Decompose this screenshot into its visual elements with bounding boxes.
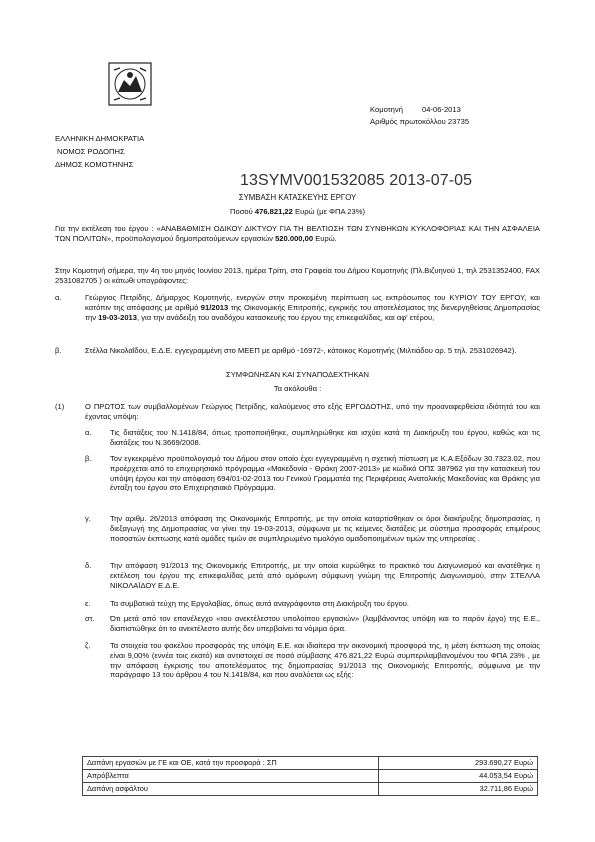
intro-text: Για την εκτέλεση του έργου : «ΑΝΑΒΑΘΜΙΣΗ ΟΔΙΚΟΥ ΔΙΚΤΥΟΥ ΓΙΑ ΤΗ ΒΕΛΤΙΩΣΗ ΤΩΝ ΣΥΝΘΗΚΩΝ ΚΥΚΛΟΦΟΡΙΑΣ ΚΑΙ ΤΗΝ ΑΣΦΑΛΕΙΑ ΤΩΝ ΠΟΛΙΤΩΝ», προϋπολογισμού δημοπρατούμενων εργασιών (55, 224, 540, 243)
intro-suffix: Ευρώ. (313, 233, 337, 243)
list-item-text: Τον εγκεκριμένο προϋπολογισμό του Δήμου στον οποίο έχει εγγεγραμμένη η σχετική πίστωση με Κ.Α.Εξόδων 30.7323.02, που προέρχεται από το επιχειρησιακό πρόγραμμα «Μακεδονία - Θράκη 2007-2013» με κωδικό ΟΠΣ 387962 για την κατασκευή του υπόψη έργου και την απόφαση 694/01-02-2013 του Γενικού Γραμματέα της Περιφέρειας Ανατολικής Μακεδονίας και Θράκης για ένταξη του έργου στο Επιχειρησιακό Πρόγραμμα. (110, 454, 540, 493)
list-marker: β. (85, 454, 92, 463)
party-item (55, 293, 540, 322)
cost-unit: Ευρώ (514, 784, 533, 794)
list-item (85, 561, 540, 590)
list-marker: β. (55, 346, 62, 355)
list-item-text: Την αριθμ. 26/2013 απόφαση της Οικονομικής Επιτροπής, με την οποία καταρτίσθηκαν οι όροι διακήρυξης δημοπρασίας, η διεξαγωγή της Δημοπρασίας να γίνει την 19-03-2013, σύμφωνα με τις κείμενες διατάξεις με σύστημα προσφοράς επιμέρους ποσοστών έκπτωσης κατά ομάδες τιμών σε συμπληρωμένο τιμολόγιο ομαδοποιημένων τιμών της υπηρεσίας . (110, 514, 540, 543)
list-marker: α. (85, 428, 92, 437)
coat-of-arms-emblem (108, 62, 152, 106)
cost-label: Απρόβλεπτα (83, 770, 379, 783)
cost-label: Δαπάνη ασφάλτου (83, 783, 379, 796)
issuer-line: ΝΟΜΟΣ ΡΟΔΟΠΗΣ (57, 147, 125, 156)
party-text: Στέλλα Νικολαΐδου, Ε.Δ.Ε. εγγεγραμμένη στο ΜΕΕΠ με αριθμό -16972-, κάτοικος Κομοτηνής (Μιλτιάδου αρ. 5 τηλ. 2531026942). (85, 346, 517, 355)
party-text: , για την ανάδειξη του αναδόχου κατασκευής του έργου της επικεφαλίδας, και αφ' ετέρου, (137, 312, 435, 322)
list-marker: γ. (85, 514, 91, 523)
clause-text: Ο ΠΡΩΤΟΣ των συμβαλλομένων Γεώργιος Πετρίδης, καλούμενος στο εξής ΕΡΓΟΔΟΤΗΣ, υπό την προαναφερθείσα ιδιότητά του και έχοντας υπόψη: (85, 402, 540, 421)
budget-amount: 520.000,00 (275, 233, 314, 243)
place-label: Κομοτηνή (370, 105, 403, 114)
document-meta (370, 104, 469, 128)
today-paragraph: Στην Κομοτηνή σήμερα, την 4η του μηνός Ιουνίου 2013, ημέρα Τρίτη, στα Γραφεία του Δήμου Κομοτηνής (Πλ.Βιζυηνού 1, τηλ 2531352400, FAX 2531082705 ) οι κάτωθι υπογράφοντες: (55, 266, 540, 285)
document-title: ΣΥΜΒΑΣΗ ΚΑΤΑΣΚΕΥΗΣ ΕΡΓΟΥ (238, 193, 357, 202)
amount-prefix: Ποσού (229, 207, 255, 216)
cost-unit: Ευρώ (514, 758, 533, 768)
cost-label: Δαπάνη εργασιών με ΓΕ και ΟΕ, κατά την προσφορά : ΣΠ (83, 757, 379, 770)
list-item-text: Τις διατάξεις του Ν.1418/84, όπως τροποποιήθηκε, συμπληρώθηκε και ισχύει κατά τη Διακήρυξη του έργου, καθώς και τις διατάξεις του Ν.3669/2008. (110, 428, 540, 447)
list-item-text: Ότι μετά από τον επανέλεγχο «του ανεκτέλεστου υπολοίπου εργασιών» (λαμβάνοντας υπόψη και το παρόν έργο) της Ε.Ε., διαπιστώθηκε ότι το ανεκτέλεστο αυτής δεν υπερβαίνει τα νόμιμα όρια. (110, 614, 540, 633)
list-item (85, 599, 540, 609)
party-text: Γεώργιος Πετρίδης, Δήμαρχος Κομοτηνής, ενεργών στην προκειμένη περίπτωση ως εκπρόσωπος του ΚΥΡΙΟΥ ΤΟΥ ΕΡΓΟΥ, και κατόπιν της απόφασης με αριθμό (85, 293, 540, 312)
contract-amount-line (0, 207, 595, 217)
issuer-line: ΕΛΛΗΝΙΚΗ ΔΗΜΟΚΡΑΤΙΑ (55, 134, 145, 143)
cost-value (379, 783, 538, 796)
cost-amount: 293.690,27 (474, 758, 512, 768)
following-label: Τα ακόλουθα : (273, 384, 322, 393)
decision-number: 91/2013 (200, 302, 229, 312)
list-item-text: Την απόφαση 91/2013 της Οικονομικής Επιτροπής, με την οποία κυρώθηκε το πρακτικό του Διαγωνισμού και ανατέθηκε η εκτέλεση του έργου της επικεφαλίδας μετά από ομόφωνη σύμφωνη γνώμη της Επιτροπής Διαγωνισμού, στην ΣΤΕΛΛΑ ΝΙΚΟΛΑΪΔΟΥ Ε.Δ.Ε. (110, 561, 540, 590)
intro-paragraph (55, 224, 540, 244)
issuer-line: ΔΗΜΟΣ ΚΟΜΟΤΗΝΗΣ (55, 160, 134, 169)
date-value: 04-06-2013 (422, 105, 461, 114)
party-text: της Οικονομικής Επιτροπής, εγκρικής του αποτελέσματος της διενεργηθείσας Δημοπρασίας την (85, 302, 540, 322)
cost-amount: 44.053,54 (479, 771, 512, 781)
table-row (83, 770, 538, 783)
list-item-text: Τα στοιχεία του φακέλου προσφοράς της υπόψη Ε.Ε. και ιδιαίτερα την οικονομική προσφορά της, η μέση έκπτωση της οποίας είναι 9,00% (εννέα τοις εκατό) και αντιστοιχεί σε ποσό σύμβασης 476.821,22 Ευρώ συμπεριλαμβανομένου του ΦΠΑ 23% , με την απόφαση έγκρισης του αποτελέσματος της δημοπρασίας 91/2013 της Οικονομικής Επιτροπής, σύμφωνα με την παράγραφο 13 του άρθρου 4 του Ν.1418/84, και που αναλύεται ως εξής: (110, 641, 540, 680)
list-item (85, 614, 540, 634)
cost-value (379, 770, 538, 783)
table-row (83, 783, 538, 796)
cost-unit: Ευρώ (514, 771, 533, 781)
list-marker: α. (55, 293, 62, 302)
clause-marker: (1) (55, 402, 65, 411)
amount-suffix: Ευρώ (με ΦΠΑ 23%) (292, 207, 366, 216)
list-item-text: Τα συμβατικά τεύχη της Εργολαβίας, όπως αυτά αναγράφονται στη Διακήρυξη του έργου. (110, 599, 410, 608)
list-marker: ζ. (85, 641, 91, 650)
list-item (85, 428, 540, 448)
issuer-block (55, 132, 144, 171)
cost-value (379, 757, 538, 770)
costs-table (82, 756, 538, 796)
list-marker: ε. (85, 599, 91, 608)
agreed-heading: ΣΥΜΦΩΝΗΣΑΝ ΚΑΙ ΣΥΝΑΠΟΔΕΧΤΗΚΑΝ (226, 370, 369, 379)
protocol-number: 23735 (447, 117, 470, 126)
list-item (85, 514, 540, 543)
list-item (85, 454, 540, 493)
table-row (83, 757, 538, 770)
cost-amount: 32.711,86 (479, 784, 512, 794)
clause-item (55, 402, 540, 422)
party-item (55, 346, 540, 356)
list-marker: δ. (85, 561, 92, 570)
contract-amount: 476.821,22 (254, 207, 293, 216)
list-marker: στ. (85, 614, 95, 623)
list-item (85, 641, 540, 680)
auction-date: 19-03-2013 (98, 312, 137, 322)
protocol-label: Αριθμός πρωτοκόλλου (370, 117, 446, 126)
registry-stamp: 13SYMV001532085 2013-07-05 (240, 172, 473, 189)
